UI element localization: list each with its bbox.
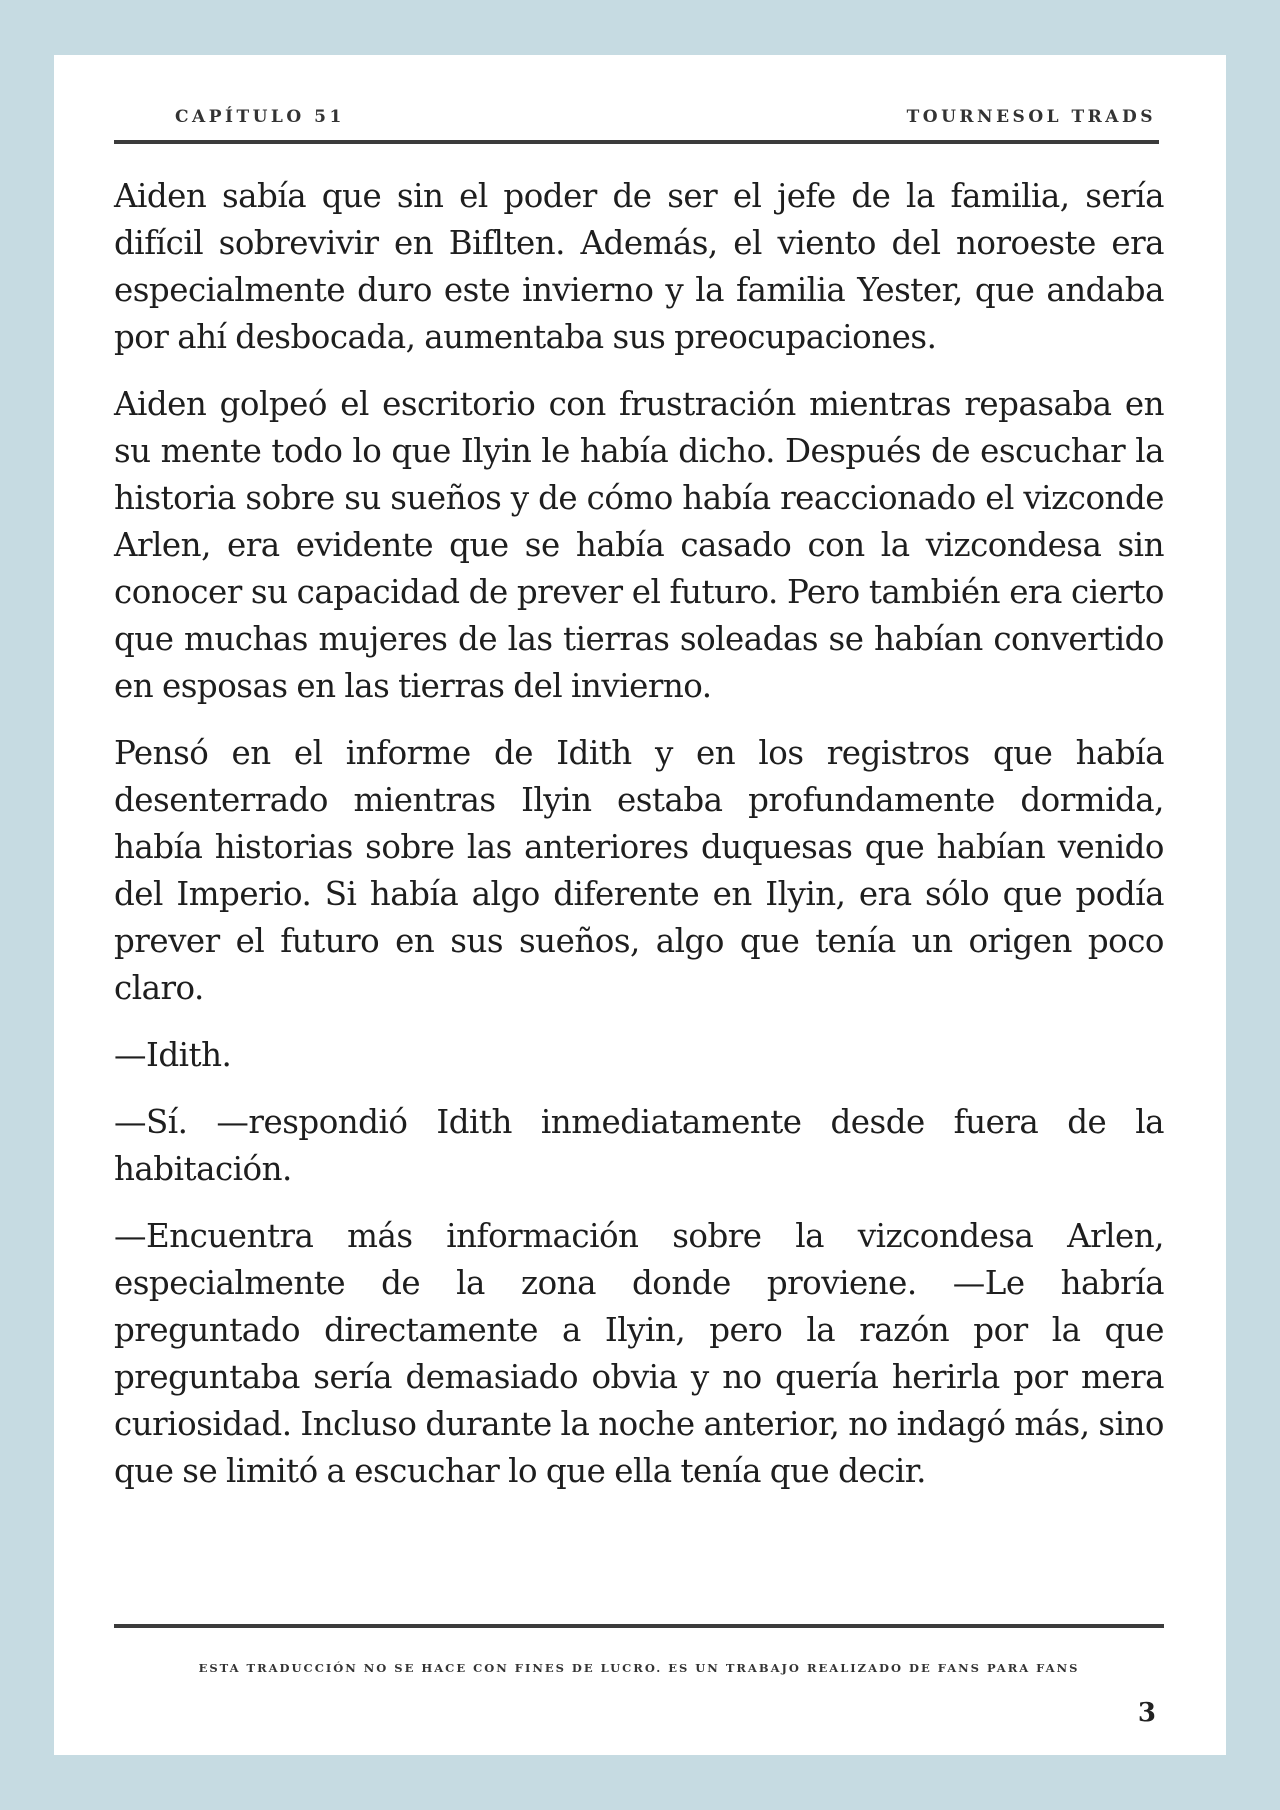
paragraph: Aiden golpeó el escritorio con frustración mientras repasaba en su mente todo lo que Ilyin le había dicho. Después de escuchar la historia sobre su sueños y de cómo había reaccionado el vizconde Arlen, era evidente que se había casado con la vizcondesa sin conocer su capacidad de prever el futuro. Pero también era cierto que muchas mujeres de las tierras soleadas se habían convertido en esposas en las tierras del invierno. [114, 385, 1164, 705]
paragraph: —Encuentra más información sobre la vizcondesa Arlen, especialmente de la zona donde proviene. —Le habría preguntado directamente a Ilyin, pero la razón por la que preguntaba sería demasiado obvia y no quería herirla por mera curiosidad. Incluso durante la noche anterior, no indagó más, sino que se limitó a escuchar lo que ella tenía que decir. [114, 1217, 1164, 1490]
header-divider [114, 140, 1159, 144]
page-sheet [54, 55, 1226, 1755]
paragraph: —Idith. [114, 1036, 232, 1074]
footer-divider [114, 1624, 1164, 1628]
chapter-label: CAPÍTULO 51 [175, 107, 345, 127]
paragraph: Aiden sabía que sin el poder de ser el jefe de la familia, sería difícil sobrevivir en Biflten. Además, el viento del noroeste era especialmente duro este invierno y la familia Yester, que andaba por ahí desbocada, aumentaba sus preocupaciones. [114, 177, 1164, 356]
footer-disclaimer: ESTA TRADUCCIÓN NO SE HACE CON FINES DE LUCRO. ES UN TRABAJO REALIZADO DE FANS PARA FANS [198, 1661, 1080, 1675]
paragraph: Pensó en el informe de Idith y en los registros que había desenterrado mientras Ilyin estaba profundamente dormida, había historias sobre las anteriores duquesas que habían venido del Imperio. Si había algo diferente en Ilyin, era sólo que podía prever el futuro en sus sueños, algo que tenía un origen poco claro. [114, 734, 1164, 1007]
body-text [114, 173, 1164, 1515]
translator-brand: TOURNESOL TRADS [906, 107, 1156, 127]
paragraph: —Sí. —respondió Idith inmediatamente desde fuera de la habitación. [114, 1103, 1164, 1188]
page-number: 3 [1137, 1698, 1156, 1728]
